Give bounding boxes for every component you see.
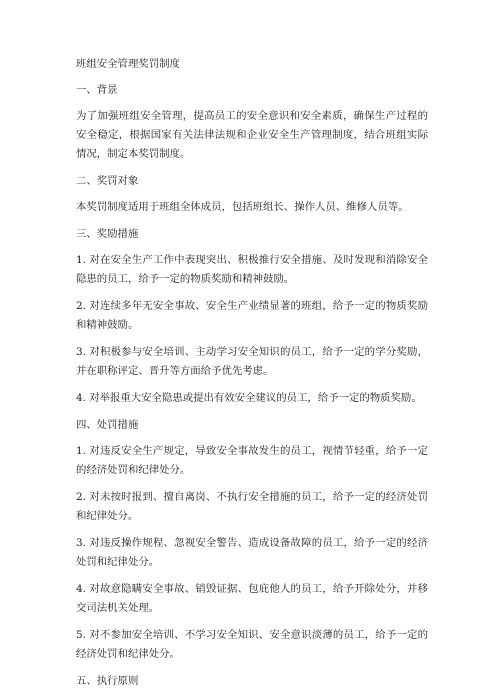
section-heading-rewards: 三、奖励措施	[76, 228, 139, 240]
penalty-item: 4. 对故意隐瞒安全事故、销毁证据、包庇他人的员工，给予开除处分，并移交司法机关处理。	[76, 583, 428, 614]
document-title: 班组安全管理奖罚制度	[76, 58, 180, 70]
reward-item: 2. 对连续多年无安全事故、安全生产业绩显著的班组，给予一定的物质奖励和精神鼓励。	[76, 300, 428, 331]
penalty-item: 2. 对未按时报到、擅自离岗、不执行安全措施的员工，给予一定的经济处罚和纪律处分。	[76, 491, 428, 522]
section-heading-penalties: 四、处罚措施	[76, 419, 139, 431]
background-paragraph: 为了加强班组安全管理，提高员工的安全意识和安全素质，确保生产过程的安全稳定，根据国家有关法律法规和企业安全生产管理制度，结合班组实际情况，制定本奖罚制度。	[76, 110, 428, 160]
penalty-item: 1. 对违反安全生产规定，导致安全事故发生的员工，视情节轻重，给予一定的经济处罚和纪律处分。	[76, 445, 428, 476]
reward-item: 4. 对举报重大安全隐患或提出有效安全建议的员工，给予一定的物质奖励。	[76, 392, 422, 404]
penalty-item: 3. 对违反操作规程、忽视安全警告、造成设备故障的员工，给予一定的经济处罚和纪律处分。	[76, 537, 428, 568]
reward-item: 1. 对在安全生产工作中表现突出、积极推行安全措施、及时发现和消除安全隐患的员工，给予一定的物质奖励和精神鼓励。	[76, 254, 428, 285]
targets-paragraph: 本奖罚制度适用于班组全体成员，包括班组长、操作人员、维修人员等。	[76, 201, 409, 213]
penalty-item: 5. 对不参加安全培训、不学习安全知识、安全意识淡薄的员工，给予一定的经济处罚和纪律处分。	[76, 629, 428, 660]
reward-item: 3. 对积极参与安全培训、主动学习安全知识的员工，给予一定的学分奖励，并在职称评定、晋升等方面给予优先考虑。	[76, 346, 428, 377]
section-heading-background: 一、背景	[76, 84, 118, 96]
section-heading-targets: 二、奖罚对象	[76, 175, 139, 187]
section-heading-principles: 五、执行原则	[76, 675, 139, 687]
